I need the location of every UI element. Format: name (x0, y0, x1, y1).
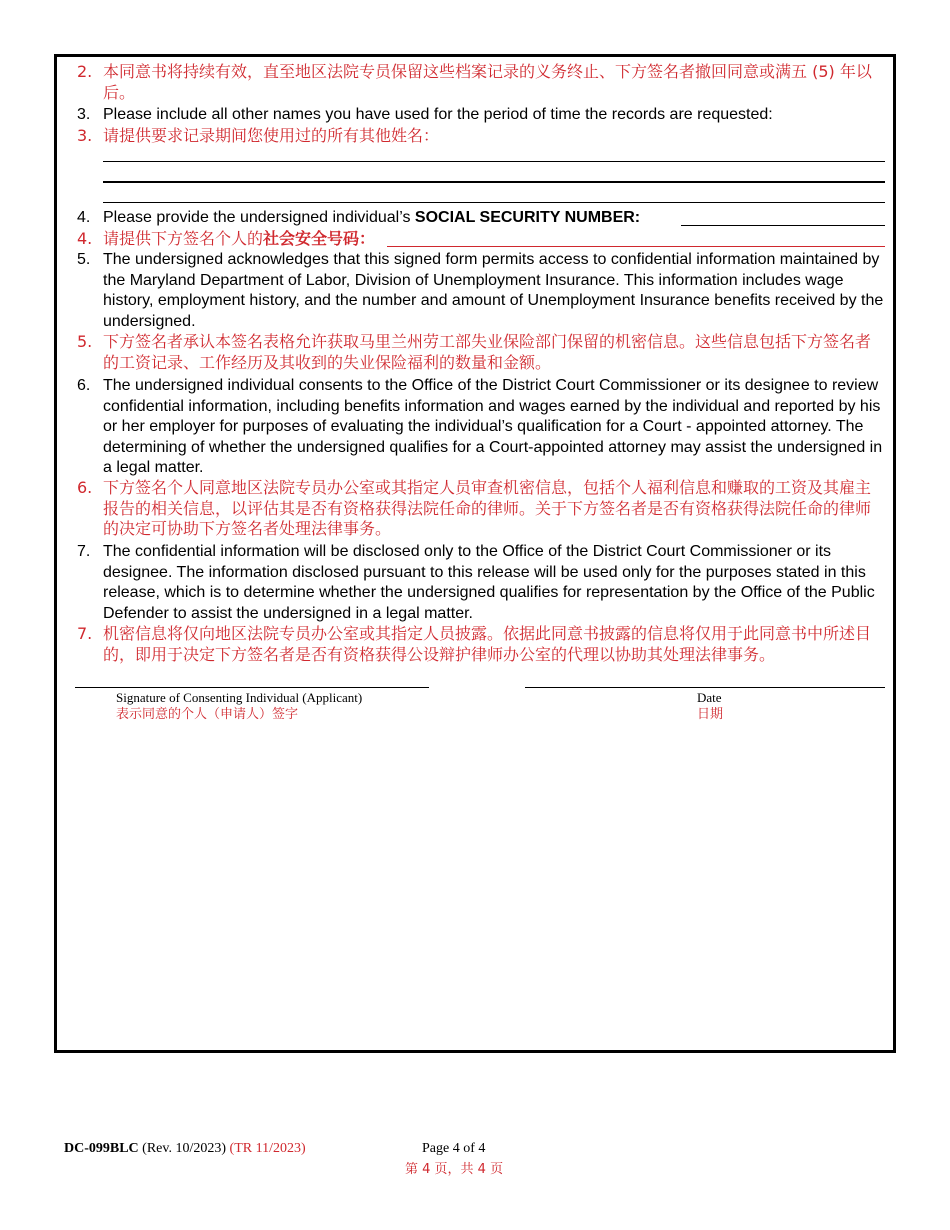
item-5-cn (77, 332, 885, 373)
item-6 (77, 376, 885, 479)
other-names-line-3[interactable] (103, 202, 885, 203)
signature-line[interactable] (75, 687, 429, 688)
item-number: 7. (77, 624, 93, 643)
item-number: 3. (77, 106, 91, 123)
form-id: DC-099BLC (64, 1141, 139, 1156)
item-number: 3. (77, 126, 93, 145)
date-label-cn: 日期 (697, 707, 724, 722)
ssn-input-line[interactable] (681, 225, 885, 226)
item-text: 请提供要求记录期间您使用过的所有其他姓名： (103, 126, 440, 145)
form-id-footer (64, 1141, 306, 1157)
item-text: The undersigned individual consents to the Office of the District Court Commissioner or its designee to review confidential information, including benefits information and wages earned by the individual and reported by his or her employer for purposes of evaluating the individual’s qualification for a Court - appointed attorney. The determining of whether the undersigned qualifies for a Court-appointed attorney may assist the undersigned in a legal matter. (103, 377, 883, 476)
other-names-line-2[interactable] (103, 181, 885, 183)
item-5 (77, 250, 885, 332)
item-number: 2. (77, 62, 93, 81)
item-text: Please provide the undersigned individual’s (103, 209, 415, 226)
page-number-cn: 第 4 页，共 4 页 (405, 1162, 504, 1177)
item-7 (77, 542, 885, 624)
date-line[interactable] (525, 687, 885, 688)
item-7-cn (77, 624, 885, 665)
ssn-label: SOCIAL SECURITY NUMBER: (414, 209, 641, 226)
form-revision: (Rev. 10/2023) (138, 1141, 230, 1156)
item-number: 6. (77, 478, 93, 497)
item-number: 7. (77, 543, 91, 560)
form-frame (54, 54, 896, 1053)
item-text: 请提供下方签名个人的 (103, 229, 264, 248)
translation-revision: (TR 11/2023) (229, 1141, 306, 1156)
item-text: 机密信息将仅向地区法院专员办公室或其指定人员披露。依据此同意书披露的信息将仅用于此同意书中所述目的，即用于决定下方签名者是否有资格获得公设辩护律师办公室的代理以协助其处理法律事务。 (103, 624, 872, 664)
item-text: 下方签名者承认本签名表格允许获取马里兰州劳工部失业保险部门保留的机密信息。这些信息包括下方签名者的工资记录、工作经历及其收到的失业保险福利的数量和金额。 (103, 332, 872, 372)
item-3-cn (77, 126, 885, 147)
item-number: 5. (77, 251, 91, 268)
ssn-input-line-cn[interactable] (387, 246, 885, 247)
other-names-line-1[interactable] (103, 161, 885, 162)
item-number: 4. (77, 209, 91, 226)
item-text: 下方签名个人同意地区法院专员办公室或其指定人员审查机密信息，包括个人福利信息和赚取的工资及其雇主报告的相关信息，以评估其是否有资格获得法院任命的律师。关于下方签名者是否有资格获得法院任命的律师的决定可协助下方签名者处理法律事务。 (103, 478, 872, 538)
signature-label: Signature of Consenting Individual (Applicant) (116, 690, 363, 705)
item-number: 5. (77, 332, 93, 351)
ssn-label-cn: 社会安全号码： (263, 229, 376, 248)
page-number: Page 4 of 4 (422, 1141, 486, 1156)
item-6-cn (77, 478, 885, 540)
item-number: 6. (77, 377, 91, 394)
item-text: Please include all other names you have used for the period of time the records are requested: (103, 106, 773, 123)
item-2-cn (77, 62, 885, 103)
item-number: 4. (77, 229, 93, 248)
item-3 (77, 105, 885, 126)
item-text: The undersigned acknowledges that this signed form permits access to confidential information maintained by the Maryland Department of Labor, Division of Unemployment Insurance. This information includes wage history, employment history, and the number and amount of Unemployment Insurance benefits received by the undersigned. (103, 251, 884, 330)
item-text: The confidential information will be disclosed only to the Office of the District Court Commissioner or its designee. The information disclosed pursuant to this release will be used only for the purposes stated in this release, which is to determine whether the undersigned qualifies for representation by the Office of the Public Defender to assist the undersigned in a legal matter. (103, 543, 875, 622)
signature-label-cn: 表示同意的个人（申请人）签字 (116, 707, 299, 722)
item-text: 本同意书将持续有效，直至地区法院专员保留这些档案记录的义务终止、下方签名者撤回同意或满五 (5) 年以后。 (103, 62, 872, 102)
date-label: Date (697, 690, 722, 705)
